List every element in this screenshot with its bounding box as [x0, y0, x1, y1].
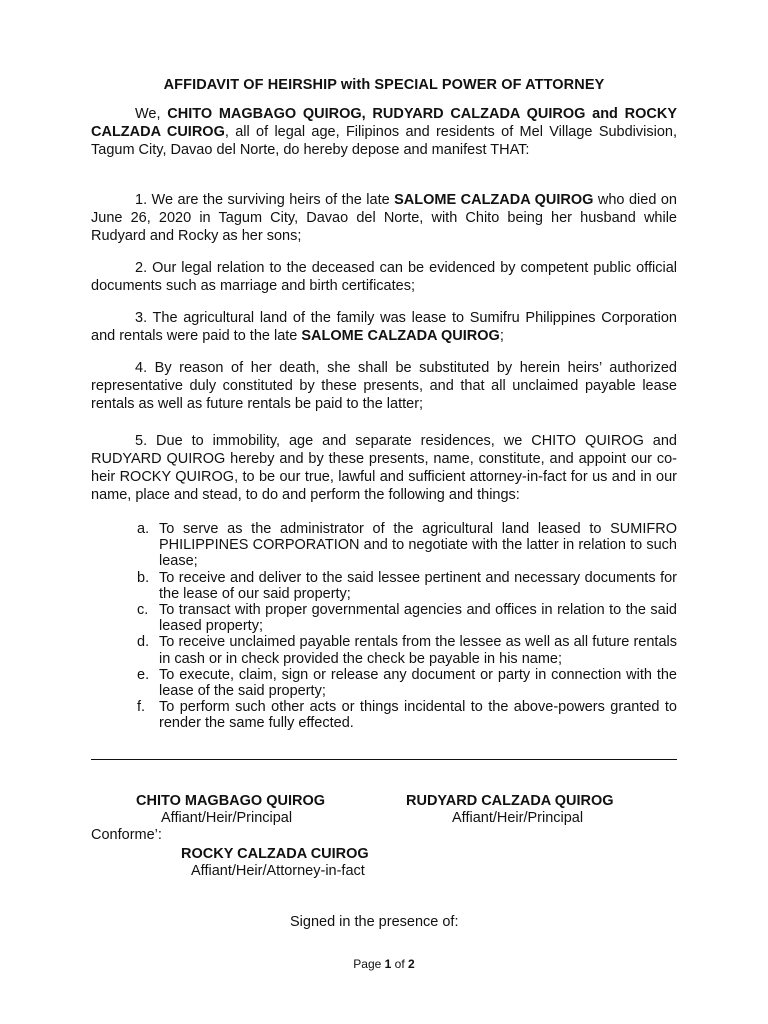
list-item: b. To receive and deliver to the said lessee pertinent and necessary documents for the lease of our said property;: [137, 569, 677, 602]
intro-we: We,: [135, 106, 168, 122]
divider-line: [91, 759, 677, 760]
signatory-3-name: ROCKY CALZADA CUIROG: [181, 846, 369, 862]
of-word: of: [394, 957, 405, 971]
affiant-names: CHITO MAGBAGO QUIROG, RUDYARD CALZADA QUIROG and ROCKY CALZADA CUIROG: [91, 106, 677, 140]
intro-rest: , all of legal age, Filipinos and residents of Mel Village Subdivision, Tagum City, Davao del Norte, do hereby depose and manifest THAT:: [91, 124, 678, 158]
list-item: a. To serve as the administrator of the agricultural land leased to SUMIFRO PHILIPPINES CORPORATION and to negotiate with the latter in relation to such lease;: [137, 521, 677, 570]
list-item: c. To transact with proper governmental agencies and offices in relation to the said leased property;: [137, 602, 677, 635]
intro-paragraph: [91, 105, 677, 159]
p1-pre: 1. We are the surviving heirs of the late: [135, 192, 395, 208]
paragraph-5: 5. Due to immobility, age and separate residences, we CHITO QUIROG and RUDYARD QUIROG hereby and by these presents, name, constitute, and appoint our co-heir ROCKY QUIROG, to be our true, lawful and sufficient attorney-in-fact for us and in our name, place and stead, to do and perform the following and things:: [91, 433, 677, 503]
p1-deceased-name: SALOME CALZADA QUIROG: [394, 192, 594, 208]
conforme-label: Conforme’:: [91, 827, 162, 843]
paragraph-2: 2. Our legal relation to the deceased can be evidenced by competent public official documents such as marriage and birth certificates;: [91, 260, 677, 294]
signatory-1-role: Affiant/Heir/Principal: [161, 810, 293, 826]
list-item: f. To perform such other acts or things incidental to the above-powers granted to render the same fully effected.: [137, 699, 677, 732]
p3-pre: 3. The agricultural land of the family was lease to Sumifru Philippines Corporation and rentals were paid to the late: [91, 310, 677, 344]
witness-line: Signed in the presence of:: [290, 914, 459, 930]
page-number: 1: [384, 957, 392, 971]
list-item: e. To execute, claim, sign or release any document or party in connection with the lease of the said property;: [137, 666, 677, 700]
list-item: d. To receive unclaimed payable rentals from the lessee as well as all future rentals in cash or in check provided the check be payable in his name;: [137, 634, 677, 667]
page-word: Page: [353, 957, 382, 971]
paragraph-1: [91, 191, 677, 245]
signatory-2-name: RUDYARD CALZADA QUIROG: [406, 793, 614, 809]
document-title: AFFIDAVIT OF HEIRSHIP with SPECIAL POWER OF ATTORNEY: [163, 77, 605, 93]
signatory-2-role: Affiant/Heir/Principal: [452, 810, 584, 826]
paragraph-3: [91, 309, 677, 345]
signatory-1-name: CHITO MAGBAGO QUIROG: [136, 793, 326, 809]
signatory-3-role: Affiant/Heir/Attorney-in-fact: [191, 863, 365, 879]
paragraph-4: 4. By reason of her death, she shall be substituted by herein heirs’ authorized representative duly constituted by these presents, and that all unclaimed payable lease rentals as well as future rentals be paid to the latter;: [91, 360, 677, 412]
p3-deceased-name: SALOME CALZADA QUIROG: [301, 328, 500, 344]
p3-post: ;: [499, 328, 504, 344]
page-total: 2: [408, 957, 415, 971]
powers-list: [137, 521, 677, 732]
page-footer: [0, 957, 768, 971]
p1-post: who died on June 26, 2020 in Tagum City, Davao del Norte, with Chito being her husband while Rudyard and Rocky as her sons;: [91, 192, 677, 244]
